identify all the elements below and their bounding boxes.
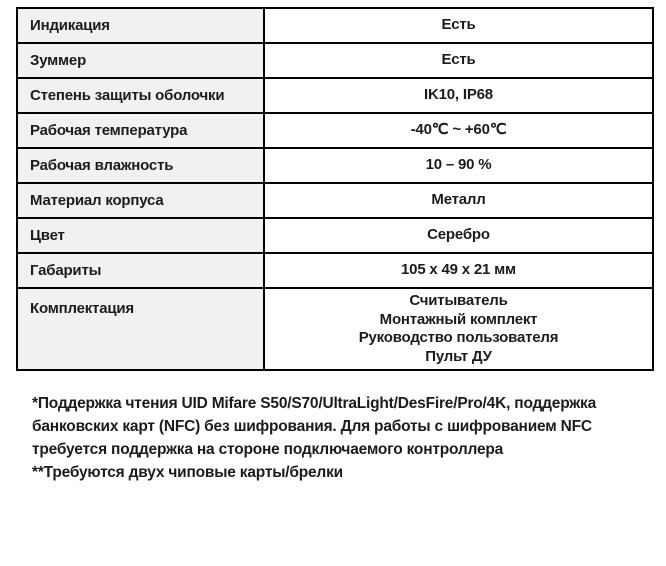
spec-row [17,78,653,113]
spec-value [264,78,653,113]
spec-value [264,8,653,43]
spec-value [264,183,653,218]
spec-value-line: 10 – 90 % [425,156,492,174]
spec-value [264,43,653,78]
spec-row [17,253,653,288]
spec-value-line: Монтажный комплект [379,310,538,328]
spec-row [17,113,653,148]
spec-value-line: Считыватель [409,292,508,309]
spec-label: Материал корпуса [17,183,264,218]
spec-value [264,148,653,183]
spec-table [16,7,654,371]
spec-value-line: 105 x 49 x 21 мм [401,261,516,279]
spec-label: Комплектация [17,288,264,370]
spec-value [264,218,653,253]
spec-value-line: Металл [431,191,486,209]
spec-value-line: IK10, IP68 [424,86,493,104]
spec-row [17,8,653,43]
spec-value-line: Есть [441,51,476,69]
spec-label: Цвет [17,218,264,253]
spec-row [17,288,653,370]
spec-value [264,113,653,148]
spec-label: Индикация [17,8,264,43]
spec-label: Рабочая температура [17,113,264,148]
spec-row [17,148,653,183]
spec-label: Рабочая влажность [17,148,264,183]
spec-row [17,218,653,253]
spec-label: Степень защиты оболочки [17,78,264,113]
spec-row [17,43,653,78]
spec-label: Габариты [17,253,264,288]
footnote-2: **Требуются двух чиповые карты/брелки [32,464,343,481]
spec-label: Зуммер [17,43,264,78]
spec-value [264,288,653,370]
spec-row [17,183,653,218]
spec-value-line: Есть [441,16,476,34]
spec-value-line: Пульт ДУ [425,347,492,365]
spec-value [264,253,653,288]
spec-value-line: Руководство пользователя [358,329,559,346]
footnote-1: *Поддержка чтения UID Mifare S50/S70/UltraLight/DesFire/Pro/4K, поддержка банковских карт (NFC) без шифрования. Для работы с шифрованием NFC требуется поддержка на стороне подключаемого контроллера [32,395,597,458]
footnotes [32,392,644,484]
spec-value-line: -40℃ ~ +60℃ [410,121,507,139]
spec-table-body [17,8,653,370]
spec-value-line: Серебро [427,226,490,244]
